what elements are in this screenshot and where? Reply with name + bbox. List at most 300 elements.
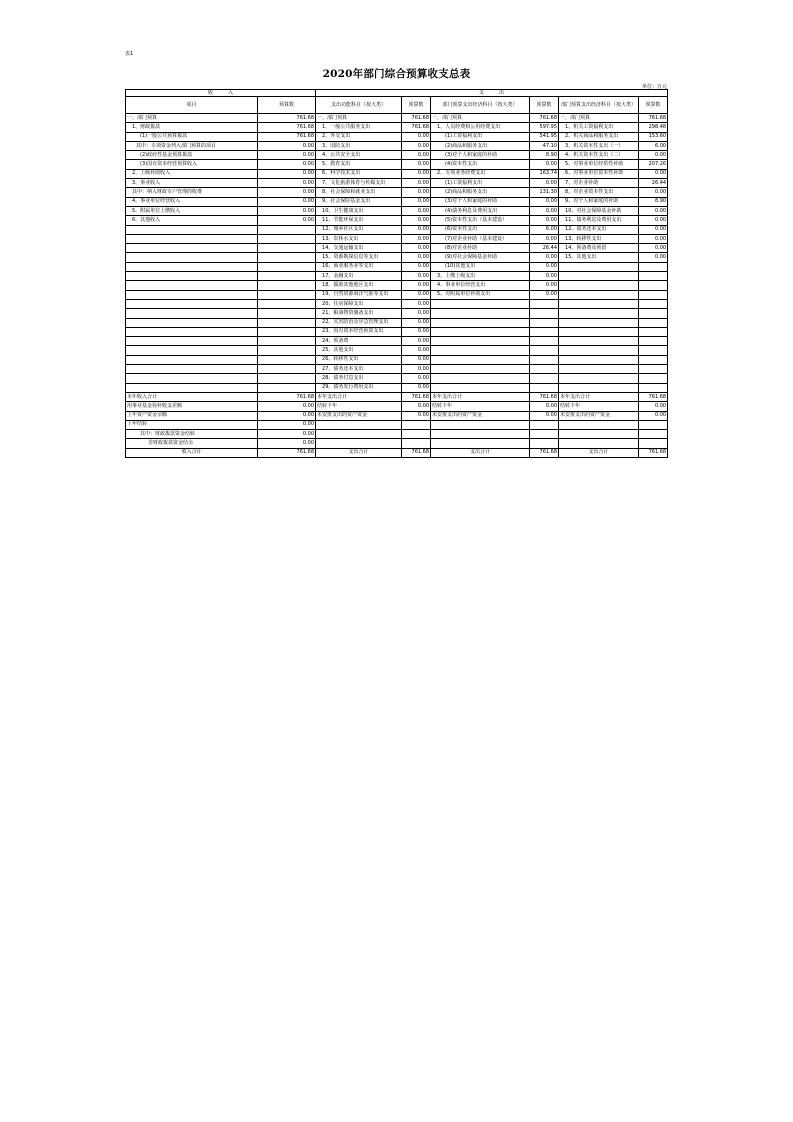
item-cell: 29、债务发行费用支出 [316, 383, 402, 392]
table-row [126, 346, 668, 355]
amount-cell [530, 365, 559, 374]
amount-cell: 761.68 [258, 123, 316, 132]
amount-cell: 0.00 [530, 216, 559, 225]
amount-cell: 0.00 [258, 430, 316, 439]
amount-cell: 0.00 [530, 206, 559, 215]
item-cell [559, 420, 639, 429]
amount-cell [258, 281, 316, 290]
item-cell: 1、一般公共服务支出 [316, 123, 402, 132]
item-cell: 7、对企业补助 [559, 179, 639, 188]
amount-cell [258, 346, 316, 355]
item-cell: 10、对社会保障基金补助 [559, 206, 639, 215]
item-cell: 10、卫生健康支出 [316, 206, 402, 215]
amount-cell: 0.00 [639, 169, 668, 178]
amount-cell: 0.00 [402, 225, 431, 234]
amount-cell [258, 309, 316, 318]
amount-cell: 207.26 [639, 160, 668, 169]
item-cell: 8、社会保障和就业支出 [316, 188, 402, 197]
amount-cell [639, 299, 668, 308]
amount-cell: 0.00 [402, 132, 431, 141]
item-cell: 9、对个人和家庭的补助 [559, 197, 639, 206]
amount-cell [258, 374, 316, 383]
item-cell [431, 430, 530, 439]
item-cell: 3、上缴上级支出 [431, 272, 530, 281]
table-row [126, 188, 668, 197]
item-cell: 9、社会保险基金支出 [316, 197, 402, 206]
item-cell: 本年支出合计 [316, 392, 402, 401]
table-row [126, 123, 668, 132]
table-row [126, 206, 668, 215]
amount-cell: 0.00 [402, 383, 431, 392]
item-cell: 一、部门预算 [431, 114, 530, 123]
item-cell: 非财政拨款资金结余 [126, 439, 258, 448]
amount-cell: 0.00 [402, 151, 431, 160]
item-cell [126, 383, 258, 392]
amount-cell: 0.00 [402, 374, 431, 383]
amount-cell: 761.68 [530, 392, 559, 401]
table-row [126, 216, 668, 225]
item-cell: (5)资本性支出（基本建设） [431, 216, 530, 225]
amount-cell [258, 253, 316, 262]
amount-cell: 0.00 [402, 355, 431, 364]
item-cell [126, 365, 258, 374]
amount-cell [639, 281, 668, 290]
table-row [126, 272, 668, 281]
amount-cell [530, 318, 559, 327]
item-cell: 4、机关资本性支出（二） [559, 151, 639, 160]
amount-cell: 0.00 [639, 206, 668, 215]
table-row [126, 281, 668, 290]
amount-cell [258, 318, 316, 327]
item-cell: 12、债务还本支出 [559, 225, 639, 234]
amount-cell [639, 337, 668, 346]
item-cell: (1)一般公共预算拨款 [126, 132, 258, 141]
item-cell: 15、其他支出 [559, 253, 639, 262]
amount-cell: 0.00 [639, 234, 668, 243]
item-cell: 3、国防支出 [316, 141, 402, 150]
amount-cell: 0.00 [258, 420, 316, 429]
table-row [126, 197, 668, 206]
amount-cell: 0.00 [639, 188, 668, 197]
amount-cell: 0.00 [530, 234, 559, 243]
table-row [126, 411, 668, 420]
item-cell: 24、预备费 [316, 337, 402, 346]
table-row [126, 225, 668, 234]
item-cell: 5、附属单位上缴收入 [126, 206, 258, 215]
item-cell: (3)对个人和家庭的补助 [431, 151, 530, 160]
item-cell: 其中：财政拨款资金结转 [126, 430, 258, 439]
amount-cell [639, 439, 668, 448]
amount-cell: 47.10 [530, 141, 559, 150]
item-cell [126, 355, 258, 364]
amount-cell: 0.00 [639, 411, 668, 420]
item-cell: 12、城乡社区支出 [316, 225, 402, 234]
item-cell: 2、外交支出 [316, 132, 402, 141]
item-cell: 支出合计 [316, 448, 402, 457]
item-cell: 3、事业收入 [126, 179, 258, 188]
item-cell [431, 355, 530, 364]
item-cell: 25、其他支出 [316, 346, 402, 355]
item-cell [316, 430, 402, 439]
column-header: 支出功能科目（按大类） [316, 97, 402, 114]
item-cell: 20、住房保障支出 [316, 299, 402, 308]
item-cell [126, 374, 258, 383]
item-cell: 28、债务付息支出 [316, 374, 402, 383]
item-cell: (4)债务利息及费用支出 [431, 206, 530, 215]
item-cell: 18、援助其他地区支出 [316, 281, 402, 290]
amount-cell [258, 337, 316, 346]
item-cell: 7、文化旅游体育与传媒支出 [316, 179, 402, 188]
table-row [126, 244, 668, 253]
amount-cell: 0.00 [402, 327, 431, 336]
table-row [126, 169, 668, 178]
item-cell: 23、国有资本经营预算支出 [316, 327, 402, 336]
income-group-header: 收 入 [126, 90, 316, 97]
item-cell: 15、资源勘探信息等支出 [316, 253, 402, 262]
amount-cell: 8.90 [639, 197, 668, 206]
amount-cell: 0.00 [402, 216, 431, 225]
amount-cell: 0.00 [258, 197, 316, 206]
item-cell: 16、商业服务业等支出 [316, 262, 402, 271]
item-cell: (1)工资福利支出 [431, 132, 530, 141]
item-cell [431, 318, 530, 327]
amount-cell: 0.00 [258, 206, 316, 215]
item-cell [559, 262, 639, 271]
table-number-label: 表1 [125, 51, 134, 57]
item-cell [559, 430, 639, 439]
amount-cell: 0.00 [402, 299, 431, 308]
item-cell [559, 290, 639, 299]
item-cell [431, 327, 530, 336]
item-cell: (3)国有资本经营预算收入 [126, 160, 258, 169]
table-row [126, 179, 668, 188]
item-cell: 4、公共安全支出 [316, 151, 402, 160]
amount-cell [639, 272, 668, 281]
amount-cell: 26.44 [639, 179, 668, 188]
item-cell: 用事业基金弥补收支差额 [126, 402, 258, 411]
table-row [126, 355, 668, 364]
amount-cell [639, 374, 668, 383]
amount-cell: 761.68 [530, 448, 559, 457]
item-cell: (4)资本性支出 [431, 160, 530, 169]
table-row [126, 318, 668, 327]
amount-cell: 0.00 [402, 309, 431, 318]
column-header-row [126, 97, 668, 114]
item-cell: 支出合计 [559, 448, 639, 457]
item-cell [126, 244, 258, 253]
table-row [126, 402, 668, 411]
item-cell: 5、教育支出 [316, 160, 402, 169]
amount-cell: 761.68 [530, 114, 559, 123]
amount-cell: 0.00 [258, 188, 316, 197]
item-cell: 6、科学技术支出 [316, 169, 402, 178]
item-cell: 本年支出合计 [431, 392, 530, 401]
amount-cell: 0.00 [530, 197, 559, 206]
amount-cell: 0.00 [402, 281, 431, 290]
item-cell: 2、机关商品和服务支出 [559, 132, 639, 141]
amount-cell: 0.00 [402, 160, 431, 169]
item-cell [431, 383, 530, 392]
item-cell: 1、机关工资福利支出 [559, 123, 639, 132]
amount-cell: 0.00 [530, 262, 559, 271]
item-cell [431, 337, 530, 346]
item-cell: (1)工资福利支出 [431, 179, 530, 188]
amount-cell [402, 430, 431, 439]
item-cell: 14、预备费及预留 [559, 244, 639, 253]
amount-cell: 0.00 [639, 216, 668, 225]
expense-group-header: 支 出 [316, 90, 668, 97]
item-cell [559, 346, 639, 355]
item-cell: 14、交通运输支出 [316, 244, 402, 253]
item-cell: 未安排支出的资产资金 [431, 411, 530, 420]
item-cell: (6)资本性支出 [431, 225, 530, 234]
item-cell: (7)对企业补助（基本建设） [431, 234, 530, 243]
item-cell: 收入合计 [126, 448, 258, 457]
item-cell: 13、转移性支出 [559, 234, 639, 243]
amount-cell [639, 327, 668, 336]
amount-cell: 0.00 [402, 346, 431, 355]
item-cell: 2、专项业务经费支出 [431, 169, 530, 178]
item-cell: 上年结转 [126, 420, 258, 429]
item-cell: 6、其他收入 [126, 216, 258, 225]
amount-cell [530, 430, 559, 439]
item-cell [126, 262, 258, 271]
table-row [126, 374, 668, 383]
amount-cell [258, 355, 316, 364]
item-cell [559, 337, 639, 346]
item-cell: 结转下年 [431, 402, 530, 411]
amount-cell [639, 309, 668, 318]
amount-cell [258, 383, 316, 392]
amount-cell: 0.00 [402, 272, 431, 281]
amount-cell: 0.00 [258, 402, 316, 411]
item-cell: 未安排支出的资产资金 [316, 411, 402, 420]
amount-cell [258, 225, 316, 234]
page-title: 2020年部门综合预算收支总表 [322, 68, 471, 80]
amount-cell [530, 346, 559, 355]
amount-cell: 0.00 [402, 262, 431, 271]
table-row [126, 253, 668, 262]
amount-cell: 0.00 [402, 244, 431, 253]
table-row [126, 262, 668, 271]
amount-cell: 761.68 [258, 448, 316, 457]
amount-cell: 0.00 [258, 151, 316, 160]
item-cell: (9)对社会保障基金补助 [431, 253, 530, 262]
amount-cell [402, 439, 431, 448]
table-row [126, 430, 668, 439]
item-cell: 19、自然资源海洋气象等支出 [316, 290, 402, 299]
table-row [126, 327, 668, 336]
amount-cell: 761.68 [639, 114, 668, 123]
table-row [126, 383, 668, 392]
item-cell: (3)对个人和家庭的补助 [431, 197, 530, 206]
item-cell: 本年收入合计 [126, 392, 258, 401]
table-row [126, 337, 668, 346]
item-cell: 6、对事业单位资本性补助 [559, 169, 639, 178]
item-cell [126, 299, 258, 308]
amount-cell [258, 272, 316, 281]
amount-cell: 0.00 [258, 169, 316, 178]
amount-cell [402, 420, 431, 429]
amount-cell: 0.00 [402, 318, 431, 327]
item-cell [431, 365, 530, 374]
amount-cell [639, 420, 668, 429]
table-row [126, 141, 668, 150]
amount-cell [258, 262, 316, 271]
item-cell: 2、上级补助收入 [126, 169, 258, 178]
item-cell [431, 439, 530, 448]
amount-cell: 8.90 [530, 151, 559, 160]
item-cell [126, 318, 258, 327]
amount-cell: 0.00 [258, 141, 316, 150]
amount-cell [530, 374, 559, 383]
amount-cell: 761.68 [402, 392, 431, 401]
amount-cell [639, 262, 668, 271]
amount-cell: 0.00 [402, 411, 431, 420]
item-cell: (2)政府性基金预算拨款 [126, 151, 258, 160]
item-cell: 上年资产资金余额 [126, 411, 258, 420]
amount-cell: 0.00 [258, 411, 316, 420]
amount-cell: 163.74 [530, 169, 559, 178]
table-row [126, 420, 668, 429]
amount-cell: 153.60 [639, 132, 668, 141]
amount-cell: 761.68 [258, 114, 316, 123]
amount-cell: 761.68 [639, 448, 668, 457]
amount-cell: 0.00 [402, 169, 431, 178]
unit-label: 单位：万元 [641, 84, 667, 90]
item-cell [559, 374, 639, 383]
amount-cell: 0.00 [530, 290, 559, 299]
amount-cell: 0.00 [402, 337, 431, 346]
budget-summary-table [125, 89, 668, 458]
item-cell [126, 272, 258, 281]
item-cell: 1、财政拨款 [126, 123, 258, 132]
amount-cell: 541.95 [530, 132, 559, 141]
amount-cell: 0.00 [530, 411, 559, 420]
amount-cell: 0.00 [402, 188, 431, 197]
item-cell [126, 234, 258, 243]
table-row [126, 299, 668, 308]
amount-cell: 761.68 [402, 123, 431, 132]
amount-cell [530, 383, 559, 392]
item-cell: 1、人员经费和公用经费支出 [431, 123, 530, 132]
amount-cell: 0.00 [402, 365, 431, 374]
amount-cell [639, 365, 668, 374]
amount-cell: 6.00 [530, 225, 559, 234]
item-cell: 支出合计 [431, 448, 530, 457]
table-row [126, 234, 668, 243]
item-cell: (8)对企业补助 [431, 244, 530, 253]
amount-cell: 0.00 [402, 234, 431, 243]
amount-cell: 761.68 [639, 392, 668, 401]
amount-cell [258, 290, 316, 299]
amount-cell: 0.00 [258, 179, 316, 188]
amount-cell [639, 383, 668, 392]
item-cell [559, 383, 639, 392]
table-row [126, 392, 668, 401]
column-header: 预算数 [530, 97, 559, 114]
amount-cell: 0.00 [530, 253, 559, 262]
item-cell [126, 253, 258, 262]
item-cell: 4、事业单位经营收入 [126, 197, 258, 206]
item-cell: 11、债务利息及费用支出 [559, 216, 639, 225]
table-row [126, 439, 668, 448]
amount-cell [530, 337, 559, 346]
item-cell: 17、金融支出 [316, 272, 402, 281]
amount-cell: 0.00 [402, 253, 431, 262]
item-cell: 21、粮油物资储备支出 [316, 309, 402, 318]
column-header: 部门预算支出经济科目（按大类） [559, 97, 639, 114]
amount-cell [530, 309, 559, 318]
table-row [126, 448, 668, 457]
amount-cell: 597.95 [530, 123, 559, 132]
amount-cell: 761.68 [258, 392, 316, 401]
item-cell: 4、事业单位经营支出 [431, 281, 530, 290]
table-row [126, 160, 668, 169]
item-cell: 其中：专项资金列入部门预算的项目 [126, 141, 258, 150]
amount-cell [258, 299, 316, 308]
item-cell [316, 420, 402, 429]
amount-cell [530, 439, 559, 448]
item-cell [126, 281, 258, 290]
amount-cell [639, 430, 668, 439]
item-cell: 一、部门预算 [126, 114, 258, 123]
amount-cell [258, 365, 316, 374]
item-cell: 其中：纳入财政专户管理的收费 [126, 188, 258, 197]
item-cell [126, 290, 258, 299]
amount-cell: 0.00 [639, 253, 668, 262]
item-cell [126, 309, 258, 318]
item-cell: (2)商品和服务支出 [431, 141, 530, 150]
item-cell: 5、对附属单位补助支出 [431, 290, 530, 299]
amount-cell: 6.00 [639, 141, 668, 150]
item-cell: 一、部门预算 [316, 114, 402, 123]
item-cell [316, 439, 402, 448]
amount-cell [639, 346, 668, 355]
item-cell: 11、节能环保支出 [316, 216, 402, 225]
item-cell: 3、机关资本性支出（一） [559, 141, 639, 150]
amount-cell: 131.30 [530, 188, 559, 197]
column-header: 预算数 [258, 97, 316, 114]
amount-cell: 298.48 [639, 123, 668, 132]
table-row [126, 151, 668, 160]
amount-cell: 761.68 [258, 132, 316, 141]
amount-cell [639, 290, 668, 299]
item-cell: (10)其他支出 [431, 262, 530, 271]
amount-cell: 26.44 [530, 244, 559, 253]
item-cell [559, 355, 639, 364]
item-cell: 22、灾害防治及应急管理支出 [316, 318, 402, 327]
item-cell [126, 225, 258, 234]
amount-cell: 0.00 [258, 216, 316, 225]
amount-cell: 0.00 [402, 179, 431, 188]
item-cell [431, 309, 530, 318]
item-cell: 27、债务还本支出 [316, 365, 402, 374]
amount-cell: 0.00 [402, 141, 431, 150]
amount-cell: 0.00 [402, 206, 431, 215]
column-header: 预算数 [402, 97, 431, 114]
amount-cell [258, 244, 316, 253]
amount-cell: 0.00 [639, 151, 668, 160]
amount-cell: 0.00 [530, 179, 559, 188]
item-cell [559, 365, 639, 374]
amount-cell: 0.00 [639, 244, 668, 253]
amount-cell [530, 420, 559, 429]
amount-cell: 0.00 [639, 402, 668, 411]
amount-cell: 761.68 [402, 448, 431, 457]
column-header: 部门预算支出经济科目（按大类） [431, 97, 530, 114]
table-row [126, 365, 668, 374]
